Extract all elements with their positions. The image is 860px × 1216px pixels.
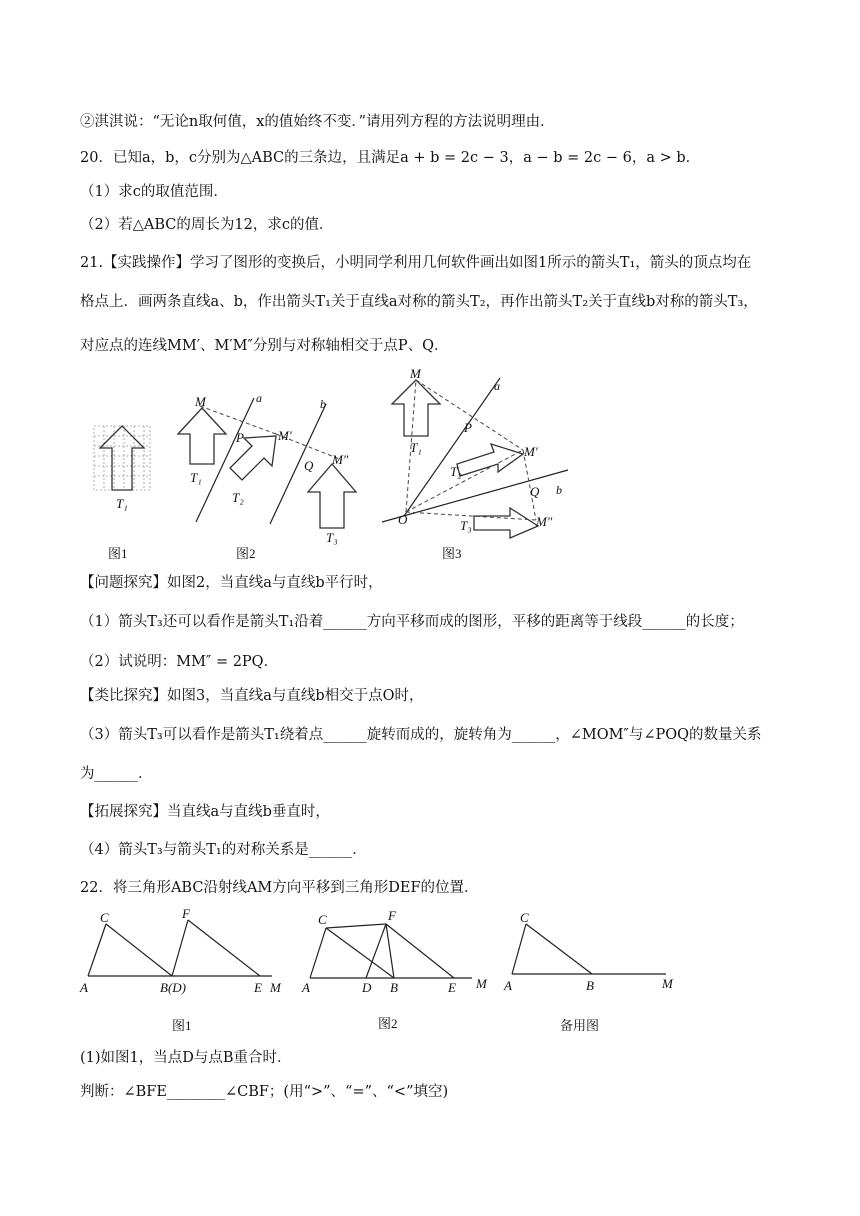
explore-heading-1: 【问题探究】如图2，当直线a与直线b平行时， xyxy=(80,575,383,591)
question-22-judge: 判断：∠BFE________∠CBF；(用“>”、“=”、“<”填空) xyxy=(80,1084,449,1100)
label-M-fig22-3: M xyxy=(662,976,673,991)
question-22: 22．将三角形ABC沿射线AM方向平移到三角形DEF的位置． xyxy=(80,880,479,896)
label-b-fig3: b xyxy=(556,483,562,497)
label-O-fig3: O xyxy=(398,512,408,527)
label-A-fig22-1: A xyxy=(80,980,88,995)
caption-fig22-1: 图1 xyxy=(172,1018,192,1033)
label-b-fig2: b xyxy=(320,397,326,411)
question-20-part2: （2）若△ABC的周长为12，求c的值． xyxy=(80,217,334,233)
question-21-line2: 格点上．画两条直线a、b，作出箭头T₁关于直线a对称的箭头T₂，再作出箭头T₂关于直线b对称的箭头T₃， xyxy=(80,294,758,310)
label-D-fig22-2: D xyxy=(362,980,372,995)
label-P-fig2: P xyxy=(236,430,244,445)
label-T1-fig1: T₁ xyxy=(116,496,128,511)
figure-21-1 xyxy=(94,426,150,511)
question-21-part3-line2: 为______． xyxy=(80,766,153,782)
label-A-fig22-3: A xyxy=(504,978,512,993)
label-E-fig22-1: E xyxy=(254,980,262,995)
label-M1-fig2: M′ xyxy=(278,428,292,443)
question-21-part1: （1）箭头T₃还可以看作是箭头T₁沿着______方向平移而成的图形，平移的距离等于线段______的长度； xyxy=(80,614,744,630)
question-21-part4: （4）箭头T₃与箭头T₁的对称关系是______． xyxy=(80,842,367,858)
question-22-part1: (1)如图1，当点D与点B重合时． xyxy=(80,1050,292,1066)
label-Q-fig3: Q xyxy=(530,484,540,499)
question-22-figures xyxy=(76,904,686,1038)
label-C-fig22-3: C xyxy=(520,910,529,925)
label-F-fig22-2: F xyxy=(388,908,396,923)
figure-21-2 xyxy=(178,391,356,545)
question-21-figures xyxy=(80,360,600,568)
label-E-fig22-2: E xyxy=(448,980,456,995)
label-Q-fig2: Q xyxy=(304,458,314,473)
question-21-line3: 对应点的连线MM′、M′M″分别与对称轴相交于点P、Q． xyxy=(80,338,449,354)
label-M1-fig3: M′ xyxy=(524,444,538,459)
figure-21-3 xyxy=(382,366,568,538)
caption-fig21-1: 图1 xyxy=(108,546,128,561)
question-21-part3-line1: （3）箭头T₃可以看作是箭头T₁绕着点______旋转而成的，旋转角为______，∠MOM″与∠POQ的数量关系 xyxy=(80,727,762,743)
explore-heading-3: 【拓展探究】当直线a与直线b垂直时， xyxy=(80,804,330,820)
label-P-fig3: P xyxy=(464,420,472,435)
caption-fig21-3: 图3 xyxy=(442,546,462,561)
explore-heading-2: 【类比探究】如图3，当直线a与直线b相交于点O时， xyxy=(80,688,424,704)
label-M-fig22-1: M xyxy=(270,980,281,995)
caption-fig22-3: 备用图 xyxy=(560,1018,600,1033)
question-21-part2: （2）试说明：MM″ = 2PQ． xyxy=(80,654,279,670)
label-a-fig2: a xyxy=(256,391,262,405)
caption-fig21-2: 图2 xyxy=(236,546,256,561)
label-F-fig22-1: F xyxy=(182,906,190,921)
label-T3-fig2: T₃ xyxy=(326,530,338,545)
label-BD-fig22-1: B(D) xyxy=(160,980,186,995)
label-M-fig3: M xyxy=(410,366,421,381)
label-M2-fig3: M″ xyxy=(536,514,553,529)
label-a-fig3: a xyxy=(494,379,500,393)
text-line-q19-part2: ②淇淇说：“无论n取何值，x的值始终不变．”请用列方程的方法说明理由． xyxy=(80,114,555,130)
label-T2-fig2: T₂ xyxy=(232,490,244,505)
label-T1-fig2: T₁ xyxy=(190,470,202,485)
label-A-fig22-2: A xyxy=(302,980,310,995)
caption-fig22-2: 图2 xyxy=(378,1016,398,1031)
question-21-line1: 21.【实践操作】学习了图形的变换后，小明同学利用几何软件画出如图1所示的箭头T₁，箭头的顶点均在 xyxy=(80,255,752,271)
label-B-fig22-3: B xyxy=(586,978,594,993)
label-T3-fig3: T₃ xyxy=(460,518,472,533)
question-20-part1: （1）求c的取值范围． xyxy=(80,184,228,200)
label-C-fig22-2: C xyxy=(318,912,327,927)
label-T2-fig3: T₂ xyxy=(450,464,462,479)
label-M2-fig2: M″ xyxy=(332,452,349,467)
label-M-fig22-2: M xyxy=(476,976,487,991)
label-C-fig22-1: C xyxy=(100,910,109,925)
label-M-fig2: M xyxy=(195,394,206,409)
label-B-fig22-2: B xyxy=(390,980,398,995)
question-20: 20．已知a，b，c分别为△ABC的三条边，且满足a + b = 2c − 3，a − b = 2c − 6，a > b． xyxy=(80,150,701,166)
label-T1-fig3: T₁ xyxy=(410,440,422,455)
